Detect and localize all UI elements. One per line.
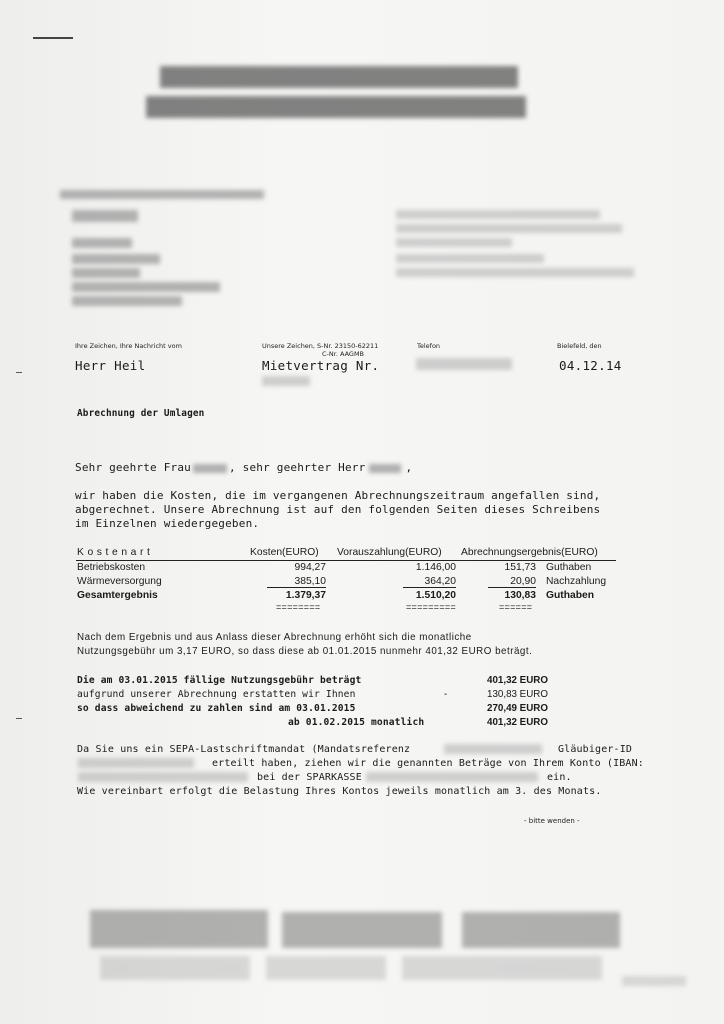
salutation-part-3: ,	[405, 461, 413, 474]
label-our-ref-sub: C-Nr. AAGMB	[322, 350, 365, 358]
redacted-footer	[90, 910, 268, 948]
fold-mark	[16, 372, 22, 373]
redacted-sender-line	[60, 190, 264, 199]
sepa-line-1a: Da Sie uns ein SEPA-Lastschriftmandat (Mandatsreferenz	[77, 744, 411, 755]
row-prepayment-value: 364,20	[403, 576, 457, 588]
total-status: Guthaben	[546, 590, 595, 601]
redacted-creditor-id	[78, 758, 194, 768]
redacted-footer	[402, 956, 602, 980]
total-result-underline: ======	[499, 602, 533, 612]
adjustment-line-2: Nutzungsgebühr um 3,17 EURO, so dass diese ab 01.01.2015 nunmehr 401,32 EURO beträgt.	[77, 646, 533, 657]
row-cost	[240, 576, 326, 587]
label-place-date: Bielefeld, den	[557, 342, 602, 350]
redacted-address	[72, 238, 132, 248]
redacted-contact	[396, 268, 634, 277]
redacted-address	[72, 210, 138, 222]
redacted-phone	[416, 358, 512, 370]
sepa-line-2: erteilt haben, ziehen wir die genannten Beträge von Ihrem Konto (IBAN:	[212, 758, 644, 769]
redacted-address	[72, 282, 220, 292]
label-your-ref: Ihre Zeichen, Ihre Nachricht vom	[75, 342, 182, 350]
please-turn-over: - bitte wenden -	[524, 817, 580, 825]
salutation-part-2: , sehr geehrter Herr	[228, 461, 366, 474]
payment-line-4-label: ab 01.02.2015 monatlich	[288, 717, 425, 728]
table-header-prepayment: Vorauszahlung(EURO)	[337, 547, 442, 558]
row-result-value: 20,90	[488, 576, 536, 588]
intro-line-2: abgerechnet. Unsere Abrechnung ist auf den folgenden Seiten dieses Schreibens	[75, 503, 601, 516]
table-header-cost: Kosten(EURO)	[250, 547, 319, 558]
subject-line: Abrechnung der Umlagen	[77, 408, 205, 419]
total-prepayment-underline: =========	[406, 602, 457, 612]
total-result: 130,83	[504, 590, 536, 601]
total-prepayment: 1.510,20	[415, 590, 456, 601]
payment-line-2-label: aufgrund unserer Abrechnung erstatten wir Ihnen	[77, 689, 356, 700]
sepa-line-3a: bei der SPARKASSE	[257, 772, 362, 783]
payment-line-2-sign: -	[444, 689, 448, 700]
redacted-footer	[282, 912, 442, 948]
intro-line-3: im Einzelnen wiedergegeben.	[75, 517, 260, 530]
row-cost: 994,27	[294, 562, 326, 573]
row-status: Nachzahlung	[546, 576, 607, 587]
redacted-contact	[396, 238, 512, 247]
redacted-iban	[78, 772, 248, 782]
redacted-name	[193, 464, 227, 473]
redacted-footer-mark	[622, 976, 686, 986]
redacted-contract-number	[262, 376, 310, 386]
label-our-ref: Unsere Zeichen, S-Nr. 23150-62211	[262, 342, 379, 350]
redacted-letterhead	[146, 96, 526, 118]
redacted-mandate-reference	[444, 744, 542, 754]
adjustment-line-1: Nach dem Ergebnis und aus Anlass dieser Abrechnung erhöht sich die monatliche	[77, 632, 472, 643]
row-prepayment: 1.146,00	[415, 562, 456, 573]
redacted-bank-name	[366, 772, 538, 782]
payment-line-4-value: 401,32 EURO	[487, 717, 548, 728]
row-label: Betriebskosten	[77, 562, 146, 573]
payment-line-3-value: 270,49 EURO	[487, 703, 548, 714]
total-cost-underline: ========	[276, 602, 321, 612]
redacted-contact	[396, 224, 622, 233]
redacted-letterhead	[160, 66, 518, 88]
redacted-address	[72, 268, 140, 278]
table-header-kostenart: Kostenart	[77, 547, 154, 558]
total-label: Gesamtergebnis	[77, 590, 158, 601]
value-date: 04.12.14	[559, 358, 622, 373]
total-cost: 1.379,37	[285, 590, 326, 601]
value-our-ref: Mietvertrag Nr.	[262, 358, 380, 373]
salutation-part-1: Sehr geehrte Frau	[75, 461, 191, 474]
redacted-contact	[396, 210, 600, 219]
table-header-result: Abrechnungsergebnis(EURO)	[461, 547, 598, 558]
redacted-contact	[396, 254, 544, 263]
row-prepayment	[380, 576, 456, 587]
payment-line-1-label: Die am 03.01.2015 fällige Nutzungsgebühr beträgt	[77, 675, 362, 686]
redacted-address	[72, 296, 182, 306]
row-cost-value: 385,10	[267, 576, 327, 588]
payment-line-3-label: so dass abweichend zu zahlen sind am 03.01.2015	[77, 703, 356, 714]
row-result: 151,73	[504, 562, 536, 573]
redacted-name	[369, 464, 401, 473]
redacted-footer	[100, 956, 250, 980]
redacted-footer	[462, 912, 620, 948]
row-result	[480, 576, 536, 587]
intro-line-1: wir haben die Kosten, die im vergangenen Abrechnungszeitraum angefallen sind,	[75, 489, 601, 502]
redacted-address	[72, 254, 160, 264]
fold-mark	[16, 718, 22, 719]
sepa-line-1b: Gläubiger-ID	[558, 744, 633, 755]
redacted-footer	[266, 956, 386, 980]
sepa-line-4: Wie vereinbart erfolgt die Belastung Ihres Kontos jeweils monatlich am 3. des Monats.	[77, 786, 602, 797]
payment-line-1-value: 401,32 EURO	[487, 675, 548, 686]
payment-line-2-value: 130,83 EURO	[487, 689, 548, 700]
row-status: Guthaben	[546, 562, 592, 573]
sepa-line-3b: ein.	[547, 772, 572, 783]
value-your-ref: Herr Heil	[75, 358, 146, 373]
punch-mark	[33, 37, 73, 39]
salutation	[75, 461, 412, 474]
label-phone: Telefon	[417, 342, 441, 350]
row-label: Wärmeversorgung	[77, 576, 162, 587]
